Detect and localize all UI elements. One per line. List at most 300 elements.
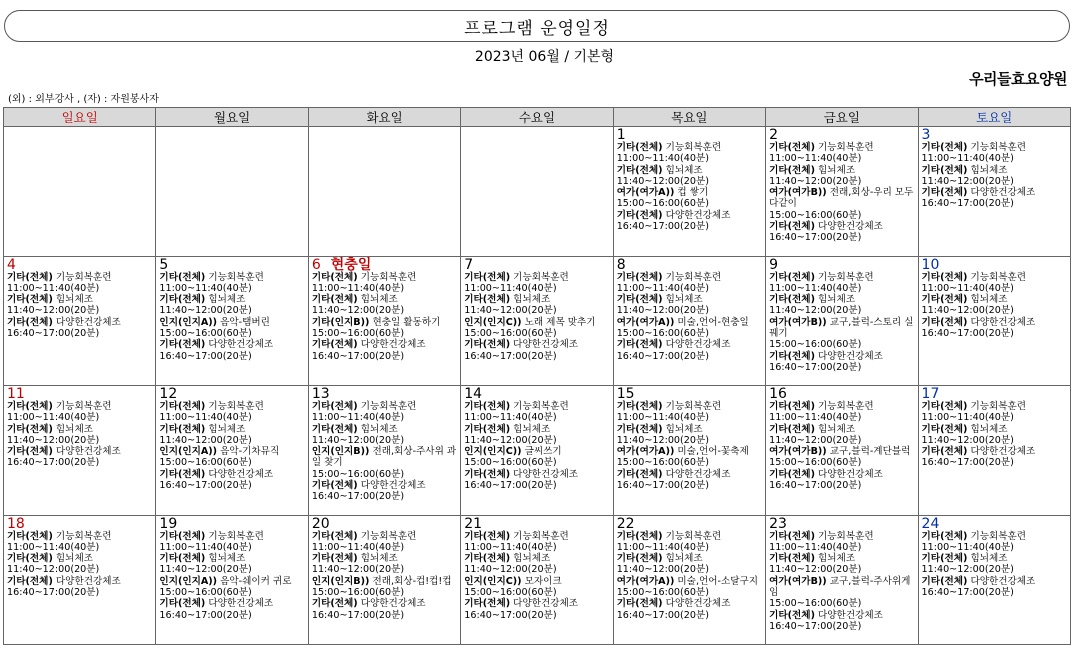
program-category: 기타(전체)	[616, 164, 663, 176]
program-time: 11:00~11:40(40분)	[159, 282, 252, 294]
program-entry	[769, 294, 914, 317]
program-category: 기타(전체)	[616, 401, 663, 412]
program-category: 기타(전체)	[769, 468, 815, 480]
day-number-text: 21	[464, 515, 483, 532]
day-number	[7, 387, 152, 401]
program-category: 기타(전체)	[7, 316, 53, 328]
program-entry	[464, 553, 609, 576]
program-time: 11:00~11:40(40분)	[159, 412, 252, 424]
program-category: 여가(여가A))	[616, 575, 675, 587]
program-entry	[769, 446, 914, 469]
program-name: 기능회복훈련	[665, 271, 722, 283]
calendar-table	[3, 107, 1071, 645]
program-name: 힘뇌체조	[818, 423, 856, 435]
program-name: 기능회복훈련	[55, 530, 112, 542]
program-time: 15:00~16:00(60분)	[311, 327, 405, 339]
program-time: 16:40~17:00(20분)	[311, 609, 405, 621]
weekday-friday: 금요일	[766, 108, 918, 127]
weekday-saturday: 토요일	[918, 108, 1070, 127]
program-time: 15:00~16:00(60분)	[464, 586, 557, 598]
program-entry	[769, 424, 914, 447]
program-category: 기타(전체)	[159, 339, 206, 351]
program-time: 16:40~17:00(20분)	[616, 609, 709, 621]
program-entry	[617, 339, 762, 362]
day-number	[769, 387, 914, 401]
day-number-text: 12	[159, 386, 178, 402]
program-name: 힘뇌체조	[665, 164, 703, 176]
program-category: 기타(전체)	[616, 423, 663, 435]
program-entry	[769, 317, 914, 351]
day-cell	[766, 127, 918, 257]
day-number-text: 17	[921, 386, 940, 402]
document-title: 프로그램 운영일정	[4, 10, 1070, 42]
program-category: 기타(전체)	[921, 575, 968, 587]
program-entry	[312, 576, 457, 599]
program-name: 전래,회상-주사위 과일 찾기	[311, 446, 457, 469]
program-name: 힘뇌체조	[513, 553, 551, 565]
day-number-text: 20	[311, 515, 330, 532]
program-time: 16:40~17:00(20분)	[616, 480, 709, 492]
program-name: 기능회복훈련	[513, 530, 569, 542]
program-time: 15:00~16:00(60분)	[769, 209, 862, 221]
program-name: 힘뇌체조	[818, 164, 856, 176]
program-name: 다양한건강체조	[970, 575, 1036, 587]
program-category: 기타(전체)	[769, 530, 815, 542]
day-number	[922, 258, 1067, 272]
program-time: 16:40~17:00(20분)	[464, 480, 557, 492]
program-category: 기타(전체)	[769, 401, 815, 412]
program-category: 기타(전체)	[769, 164, 815, 176]
program-name: 힘뇌체조	[55, 553, 93, 565]
program-category: 기타(전체)	[616, 598, 663, 610]
day-number-text: 13	[311, 386, 330, 402]
program-time: 11:40~12:00(20분)	[921, 564, 1014, 576]
program-entry	[7, 424, 152, 447]
program-time: 11:00~11:40(40분)	[311, 282, 405, 294]
program-name: 다양한건강체조	[360, 480, 426, 492]
program-time: 11:40~12:00(20분)	[7, 434, 100, 446]
program-time: 11:40~12:00(20분)	[159, 434, 252, 446]
program-entry	[922, 553, 1067, 576]
day-cell	[461, 127, 613, 257]
program-name: 다양한건강체조	[818, 221, 883, 233]
program-name: 음악-쉐이커 귀로	[220, 575, 292, 587]
program-category: 기타(전체)	[311, 271, 358, 283]
day-number	[617, 387, 762, 401]
program-category: 인지(인지A))	[159, 575, 218, 587]
program-name: 힘뇌체조	[970, 164, 1008, 176]
program-category: 기타(전체)	[311, 401, 358, 412]
program-time: 11:40~12:00(20분)	[921, 434, 1014, 446]
program-name: 모자이크	[524, 575, 562, 587]
program-time: 11:00~11:40(40분)	[769, 541, 862, 553]
program-category: 기타(전체)	[921, 401, 968, 412]
program-time: 16:40~17:00(20분)	[616, 221, 709, 233]
program-time: 15:00~16:00(60분)	[464, 327, 557, 339]
day-cell	[308, 386, 460, 516]
program-name: 다양한건강체조	[513, 339, 579, 351]
program-entry	[617, 424, 762, 447]
program-time: 11:40~12:00(20분)	[769, 434, 862, 446]
program-name: 힘뇌체조	[208, 423, 246, 435]
program-name: 다양한건강체조	[208, 468, 274, 480]
program-category: 기타(전체)	[616, 271, 663, 283]
program-entry	[769, 142, 914, 165]
day-number	[617, 128, 762, 142]
program-time: 15:00~16:00(60분)	[616, 586, 709, 598]
program-name: 기능회복훈련	[208, 530, 264, 542]
program-name: 교구,블럭-계단블럭	[829, 446, 911, 458]
program-entry	[312, 446, 457, 480]
program-name: 교구,블럭-스토리 실 꿰기	[769, 316, 914, 339]
program-time: 16:40~17:00(20분)	[921, 198, 1014, 210]
program-time: 11:40~12:00(20분)	[616, 175, 709, 187]
program-category: 기타(전체)	[921, 553, 968, 565]
day-cell	[918, 256, 1070, 386]
program-entry	[7, 272, 152, 295]
program-entry	[159, 272, 304, 295]
program-name: 다양한건강체조	[970, 187, 1036, 199]
program-name: 힘뇌체조	[55, 294, 93, 306]
day-number-text: 10	[921, 256, 940, 273]
program-category: 기타(전체)	[311, 530, 358, 542]
program-time: 11:40~12:00(20분)	[769, 305, 862, 317]
weekday-sunday: 일요일	[4, 108, 156, 127]
day-cell	[4, 127, 156, 257]
program-time: 15:00~16:00(60분)	[769, 598, 862, 610]
day-cell	[918, 515, 1070, 645]
program-time: 11:40~12:00(20분)	[921, 305, 1014, 317]
program-name: 기능회복훈련	[360, 271, 417, 283]
program-entry	[617, 576, 762, 599]
day-number	[617, 258, 762, 272]
program-category: 기타(전체)	[769, 423, 815, 435]
program-category: 기타(전체)	[311, 339, 358, 351]
program-entry	[769, 221, 914, 244]
program-entry	[769, 469, 914, 492]
program-name: 힘뇌체조	[970, 553, 1008, 565]
day-cell	[766, 386, 918, 516]
program-category: 기타(전체)	[921, 187, 968, 199]
program-name: 기능회복훈련	[818, 530, 874, 542]
program-category: 기타(전체)	[616, 294, 663, 306]
program-name: 다양한건강체조	[513, 598, 579, 610]
program-name: 힘뇌체조	[970, 294, 1008, 306]
program-name: 다양한건강체조	[513, 468, 579, 480]
program-name: 힘뇌체조	[665, 423, 703, 435]
weekday-tuesday: 화요일	[308, 108, 460, 127]
day-cell	[613, 386, 765, 516]
day-number-text: 4	[7, 256, 16, 273]
program-time: 11:40~12:00(20분)	[464, 564, 557, 576]
program-name: 컵 쌓기	[677, 187, 709, 199]
program-name: 기능회복훈련	[360, 401, 417, 412]
program-entry	[159, 294, 304, 317]
program-time: 16:40~17:00(20분)	[769, 480, 862, 492]
program-time: 11:00~11:40(40분)	[159, 541, 252, 553]
day-cell	[613, 127, 765, 257]
program-entry	[769, 272, 914, 295]
program-entry	[464, 469, 609, 492]
program-entry	[922, 187, 1067, 210]
program-name: 다양한건강체조	[55, 575, 121, 587]
day-cell	[613, 256, 765, 386]
program-time: 16:40~17:00(20분)	[464, 609, 557, 621]
day-cell	[613, 515, 765, 645]
program-entry	[312, 272, 457, 295]
program-category: 기타(전체)	[159, 294, 206, 306]
program-entry	[464, 294, 609, 317]
day-number	[617, 517, 762, 531]
program-time: 16:40~17:00(20분)	[311, 491, 405, 503]
program-name: 미술,언어-소달구지	[677, 575, 759, 587]
program-entry	[7, 317, 152, 340]
day-cell	[308, 127, 460, 257]
program-category: 여가(여가B))	[769, 316, 827, 328]
program-name: 글씨쓰기	[524, 446, 562, 458]
program-name: 힘뇌체조	[665, 553, 703, 565]
weekday-thursday: 목요일	[613, 108, 765, 127]
program-time: 11:40~12:00(20분)	[311, 305, 405, 317]
program-category: 기타(전체)	[769, 142, 815, 153]
program-category: 기타(전체)	[464, 423, 511, 435]
program-time: 16:40~17:00(20분)	[616, 350, 709, 362]
day-number-text: 15	[616, 386, 635, 402]
program-name: 기능회복훈련	[970, 271, 1027, 283]
program-entry	[464, 598, 609, 621]
day-number-text: 7	[464, 256, 474, 273]
program-time: 16:40~17:00(20분)	[769, 361, 862, 373]
day-cell	[918, 386, 1070, 516]
day-number	[159, 258, 304, 272]
program-entry	[769, 351, 914, 374]
program-category: 기타(전체)	[464, 339, 511, 351]
day-number	[922, 387, 1067, 401]
weekday-wednesday: 수요일	[461, 108, 613, 127]
program-entry	[617, 165, 762, 188]
day-number	[464, 258, 609, 272]
day-number	[464, 517, 609, 531]
program-category: 기타(전체)	[616, 530, 663, 542]
program-name: 기능회복훈련	[970, 530, 1027, 542]
program-entry	[617, 446, 762, 469]
program-category: 인지(인지C))	[464, 575, 522, 587]
program-category: 기타(전체)	[7, 446, 53, 458]
program-time: 16:40~17:00(20분)	[921, 327, 1014, 339]
document-subtitle: 2023년 06월 / 기본형	[474, 49, 615, 65]
program-entry	[312, 553, 457, 576]
day-cell	[156, 127, 308, 257]
program-name: 음악-탬버린	[220, 316, 270, 328]
day-cell	[461, 515, 613, 645]
program-time: 11:00~11:40(40분)	[921, 541, 1014, 553]
program-entry	[617, 210, 762, 233]
program-entry	[464, 401, 609, 424]
program-time: 11:40~12:00(20분)	[311, 564, 405, 576]
program-entry	[617, 317, 762, 340]
program-time: 16:40~17:00(20분)	[921, 586, 1014, 598]
program-name: 힘뇌체조	[208, 294, 246, 306]
program-entry	[617, 531, 762, 554]
day-number	[159, 517, 304, 531]
program-entry	[769, 576, 914, 610]
program-entry	[159, 598, 304, 621]
program-category: 기타(전체)	[7, 530, 53, 542]
program-entry	[617, 401, 762, 424]
program-entry	[312, 294, 457, 317]
program-time: 11:40~12:00(20분)	[7, 305, 100, 317]
program-name: 미술,언어-꽃축제	[677, 446, 749, 458]
program-entry	[922, 294, 1067, 317]
program-name: 기능회복훈련	[55, 401, 112, 412]
program-name: 힘뇌체조	[818, 294, 856, 306]
program-name: 다양한건강체조	[55, 446, 121, 458]
program-time: 15:00~16:00(60분)	[159, 327, 252, 339]
program-time: 11:00~11:40(40분)	[616, 282, 709, 294]
program-entry	[617, 598, 762, 621]
day-number-text: 9	[769, 256, 779, 273]
program-entry	[464, 531, 609, 554]
program-category: 기타(전체)	[159, 401, 206, 412]
program-entry	[922, 424, 1067, 447]
day-cell	[766, 515, 918, 645]
program-entry	[159, 553, 304, 576]
week-row	[4, 386, 1071, 516]
day-number	[312, 517, 457, 531]
program-category: 기타(전체)	[769, 221, 815, 233]
program-time: 11:40~12:00(20분)	[7, 564, 100, 576]
day-cell	[156, 256, 308, 386]
program-category: 기타(전체)	[921, 423, 968, 435]
day-number	[464, 387, 609, 401]
program-name: 전래,회상-우리 모두 다같이	[769, 187, 914, 210]
program-category: 기타(전체)	[616, 553, 663, 565]
program-category: 기타(전체)	[7, 401, 53, 412]
organization-name: 우리들효요양원	[969, 70, 1067, 88]
day-cell	[4, 386, 156, 516]
program-name: 힘뇌체조	[513, 423, 551, 435]
program-entry	[464, 446, 609, 469]
program-name: 기능회복훈련	[360, 530, 417, 542]
program-name: 힘뇌체조	[208, 553, 246, 565]
program-category: 기타(전체)	[769, 271, 815, 283]
program-entry	[7, 446, 152, 469]
day-cell	[4, 256, 156, 386]
program-time: 15:00~16:00(60분)	[464, 457, 557, 469]
program-time: 11:40~12:00(20분)	[159, 305, 252, 317]
program-category: 기타(전체)	[921, 271, 968, 283]
program-name: 힘뇌체조	[360, 553, 398, 565]
program-category: 기타(전체)	[616, 339, 663, 351]
day-cell	[766, 256, 918, 386]
week-row	[4, 127, 1071, 257]
program-entry	[922, 531, 1067, 554]
program-time: 11:40~12:00(20분)	[311, 434, 405, 446]
program-time: 15:00~16:00(60분)	[769, 457, 862, 469]
program-category: 기타(전체)	[769, 294, 815, 306]
program-name: 기능회복훈련	[970, 142, 1027, 153]
program-name: 기능회복훈련	[665, 142, 722, 153]
program-category: 기타(전체)	[464, 271, 511, 283]
program-category: 기타(전체)	[921, 142, 968, 153]
day-cell	[308, 256, 460, 386]
program-entry	[769, 531, 914, 554]
program-category: 기타(전체)	[616, 209, 663, 221]
day-number-text: 2	[769, 127, 779, 143]
program-category: 기타(전체)	[311, 423, 358, 435]
program-category: 기타(전체)	[311, 598, 358, 610]
day-number	[769, 517, 914, 531]
program-time: 11:40~12:00(20분)	[464, 434, 557, 446]
program-category: 기타(전체)	[7, 553, 53, 565]
day-number-text: 1	[616, 127, 626, 143]
program-time: 11:00~11:40(40분)	[921, 282, 1014, 294]
program-entry	[159, 469, 304, 492]
week-row	[4, 515, 1071, 645]
program-entry	[7, 576, 152, 599]
program-entry	[922, 446, 1067, 469]
program-category: 기타(전체)	[464, 530, 511, 542]
program-name: 기능회복훈련	[513, 271, 569, 283]
day-cell	[156, 515, 308, 645]
program-time: 11:00~11:40(40분)	[921, 412, 1014, 424]
program-entry	[7, 531, 152, 554]
program-time: 11:40~12:00(20분)	[616, 434, 709, 446]
day-number-text: 24	[921, 515, 940, 532]
program-category: 인지(인지A))	[159, 446, 218, 458]
program-entry	[312, 531, 457, 554]
program-category: 기타(전체)	[464, 468, 511, 480]
program-category: 기타(전체)	[464, 294, 511, 306]
program-time: 15:00~16:00(60분)	[616, 457, 709, 469]
program-name: 기능회복훈련	[970, 401, 1027, 412]
day-number	[7, 258, 152, 272]
program-name: 다양한건강체조	[665, 339, 731, 351]
program-name: 미술,언어-현충일	[677, 316, 749, 328]
program-entry	[312, 598, 457, 621]
day-cell	[461, 386, 613, 516]
program-entry	[312, 424, 457, 447]
weekday-monday: 월요일	[156, 108, 308, 127]
program-time: 11:00~11:40(40분)	[311, 412, 405, 424]
program-name: 다양한건강체조	[360, 339, 426, 351]
program-category: 인지(인지B))	[311, 575, 370, 587]
program-category: 기타(전체)	[311, 553, 358, 565]
program-entry	[769, 165, 914, 188]
program-name: 기능회복훈련	[208, 401, 264, 412]
program-category: 기타(전체)	[159, 271, 206, 283]
program-time: 16:40~17:00(20분)	[311, 350, 405, 362]
program-entry	[617, 272, 762, 295]
day-number-text: 3	[921, 127, 931, 143]
program-time: 11:00~11:40(40분)	[769, 412, 862, 424]
day-number	[7, 517, 152, 531]
program-category: 여가(여가A))	[616, 316, 675, 328]
program-category: 인지(인지C))	[464, 316, 522, 328]
program-name: 음악-기차뮤직	[220, 446, 280, 458]
program-time: 15:00~16:00(60분)	[159, 457, 252, 469]
day-number-text: 16	[769, 386, 787, 402]
program-category: 기타(전체)	[769, 553, 815, 565]
program-time: 15:00~16:00(60분)	[311, 586, 405, 598]
day-number-text: 22	[616, 515, 635, 532]
day-number-text: 11	[7, 386, 25, 402]
program-time: 16:40~17:00(20분)	[769, 232, 862, 244]
program-name: 다양한건강체조	[818, 609, 883, 621]
program-name: 노래 제목 맞추기	[524, 316, 596, 328]
program-name: 기능회복훈련	[208, 271, 264, 283]
program-entry	[464, 576, 609, 599]
